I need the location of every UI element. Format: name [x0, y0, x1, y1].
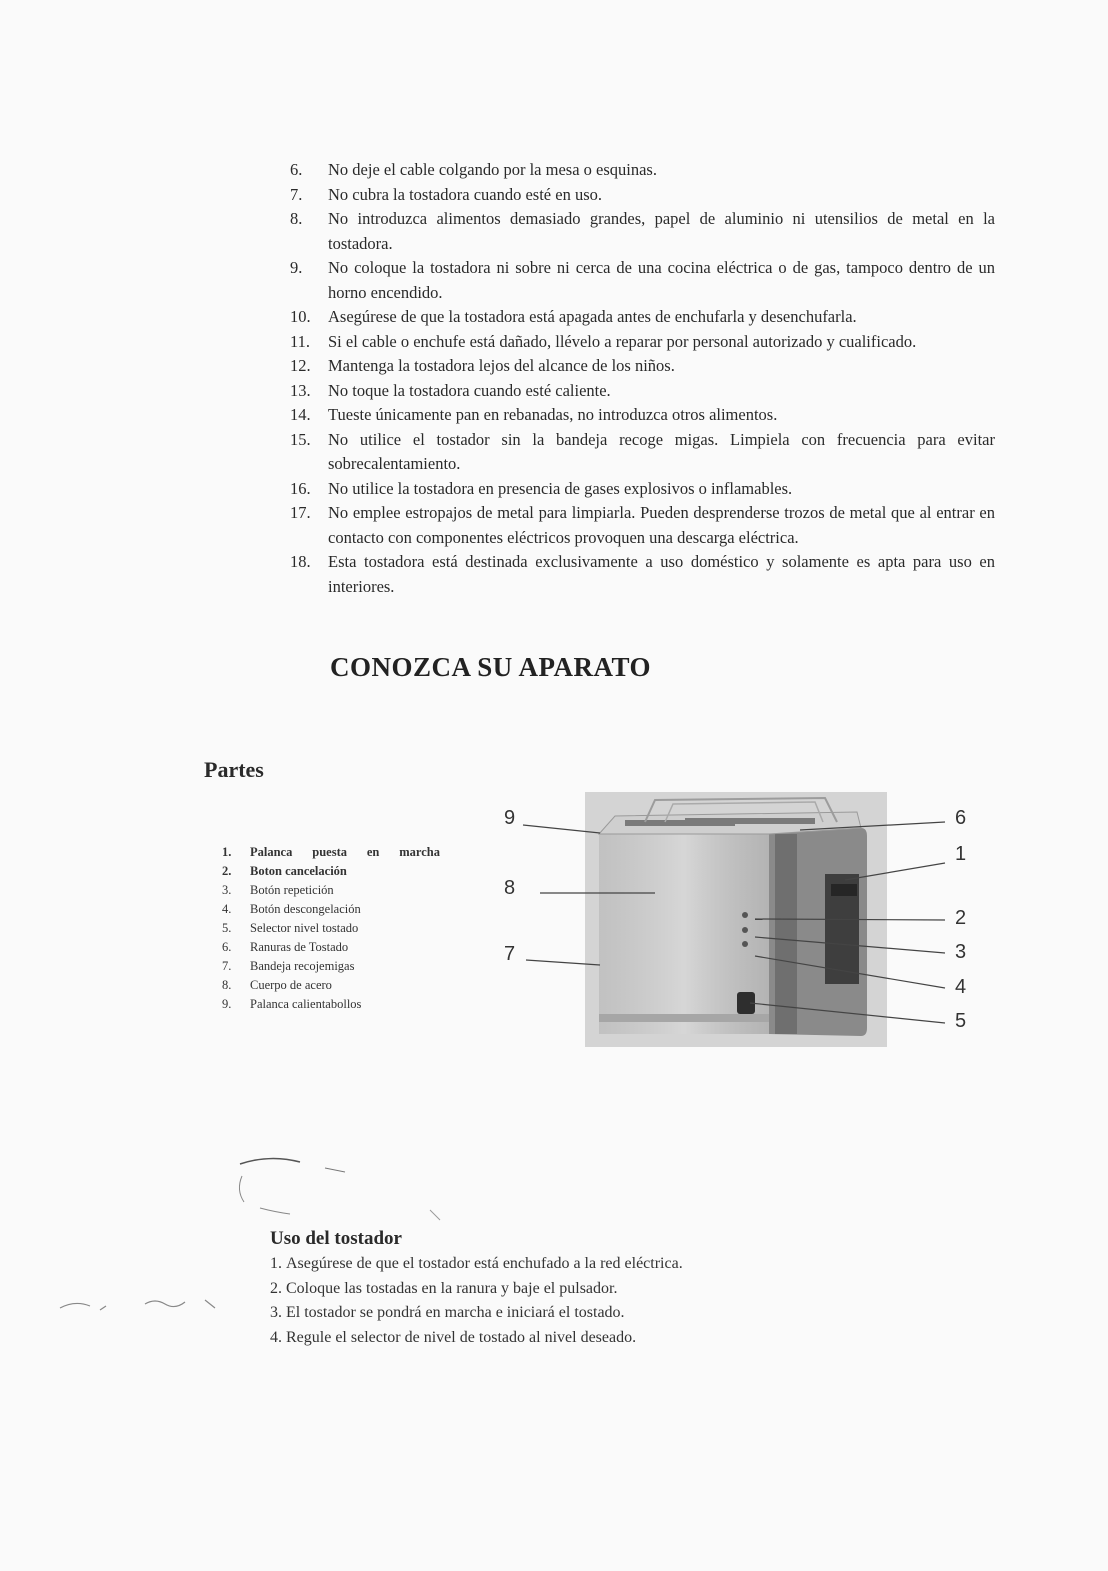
list-item: 12. Mantenga la tostadora lejos del alcance de los niños. [290, 356, 675, 375]
parts-heading: Partes [204, 757, 264, 782]
list-item: 8. Cuerpo de acero [222, 978, 332, 992]
list-item: 13. No toque la tostadora cuando esté caliente. [290, 380, 611, 400]
list-item: 4. Regule el selector de nivel de tostado al nivel deseado. [270, 1328, 637, 1346]
list-item: 3. Botón repetición [222, 883, 334, 897]
list-item: 14. Tueste únicamente pan en rebanadas, no introduzca otros alimentos. [290, 405, 778, 424]
callout-4: 4 [955, 976, 967, 998]
parts-list [222, 843, 447, 1014]
list-item: 4. Botón descongelación [222, 902, 361, 916]
callout-8: 8 [504, 877, 516, 899]
toaster-figure [490, 785, 980, 1050]
list-item: 11. Si el cable o enchufe está dañado, llévelo a reparar por personal autorizado y cualificado. [290, 331, 917, 351]
callout-7: 7 [504, 943, 516, 965]
scan-marks-left [55, 1288, 255, 1328]
usage-list [270, 1252, 683, 1350]
list-item: 6. Ranuras de Tostado [222, 940, 349, 954]
list-item: 2. Boton cancelación [222, 864, 347, 878]
callout-lines [490, 785, 980, 1050]
list-item: 7. No cubra la tostadora cuando esté en uso. [290, 184, 602, 204]
list-item: 17. No emplee estropajos de metal para limpiarla. Pueden desprenderse trozos de metal que al entrar en contacto con componentes eléctricos provoquen una descarga eléctrica. [290, 503, 995, 547]
list-item: 16. No utilice la tostadora en presencia de gases explosivos o inflamables. [290, 478, 793, 498]
list-item: 8. No introduzca alimentos demasiado grandes, papel de aluminio ni utensilios de metal en la tostadora. [290, 209, 995, 253]
callout-1: 1 [955, 843, 967, 865]
list-item: 2. Coloque las tostadas en la ranura y baje el pulsador. [270, 1279, 618, 1297]
list-item: 15. No utilice el tostador sin la bandeja recoge migas. Limpiela con frecuencia para evitar sobrecalentamiento. [290, 429, 995, 473]
usage-heading: Uso del tostador [270, 1228, 402, 1249]
section-title: CONOZCA SU APARATO [330, 652, 652, 682]
callout-2: 2 [955, 907, 967, 929]
list-item: 9. Palanca calientabollos [222, 997, 362, 1011]
callout-3: 3 [955, 941, 967, 963]
list-item: 7. Bandeja recojemigas [222, 959, 355, 973]
list-item: 6. No deje el cable colgando por la mesa o esquinas. [290, 160, 657, 179]
safety-rules-list [290, 158, 995, 599]
callout-5: 5 [955, 1010, 967, 1032]
list-item: 5. Selector nivel tostado [222, 921, 359, 935]
list-item: 1. Palanca puesta en marcha [222, 845, 440, 859]
list-item: 10. Asegúrese de que la tostadora está apagada antes de enchufarla y desenchufarla. [290, 307, 857, 326]
list-item: 1. Asegúrese de que el tostador está enchufado a la red eléctrica. [270, 1255, 683, 1272]
list-item: 9. No coloque la tostadora ni sobre ni cerca de una cocina eléctrica o de gas, tampoco dentro de un horno encendido. [290, 258, 995, 302]
callout-9: 9 [504, 807, 516, 829]
list-item: 18. Esta tostadora está destinada exclusivamente a uso doméstico y solamente es apta para uso en interiores. [290, 552, 995, 596]
scan-marks [230, 1150, 450, 1230]
list-item: 3. El tostador se pondrá en marcha e iniciará el tostado. [270, 1304, 625, 1321]
callout-6: 6 [955, 807, 967, 829]
